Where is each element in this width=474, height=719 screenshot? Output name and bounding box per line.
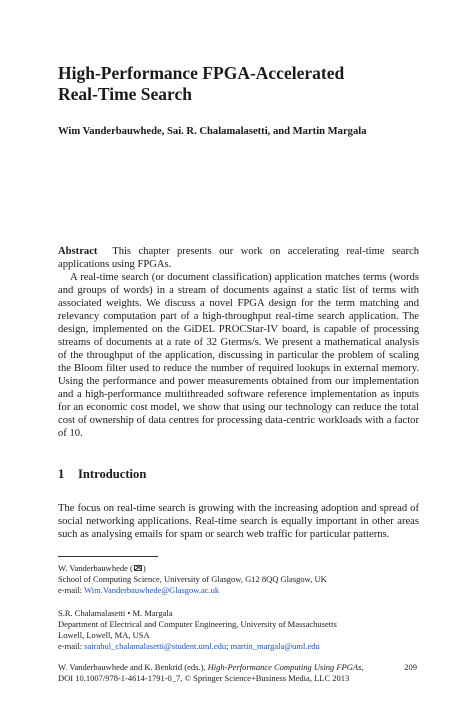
- footnote-author-2: [58, 608, 419, 652]
- page-footer: [58, 662, 419, 684]
- footnote-1-name: W. Vanderbauwhede: [58, 563, 128, 573]
- footnote-2-names: S.R. Chalamalasetti • M. Margala: [58, 608, 173, 618]
- chapter-title-line-1: High-Performance FPGA-Accelerated: [58, 63, 345, 83]
- footnote-1-email-label: e-mail:: [58, 585, 85, 595]
- footnote-2-email-separator: ;: [226, 641, 231, 651]
- author-list: Wim Vanderbauwhede, Sai. R. Chalamalasetti, and Martin Margala: [58, 126, 367, 137]
- abstract-block: [58, 245, 419, 440]
- footnote-1-email-link[interactable]: Wim.Vanderbauwhede@Glasgow.ac.uk: [84, 585, 220, 595]
- footnote-2-email-link-2[interactable]: martin_margala@uml.edu: [230, 641, 320, 651]
- section-number: 1: [58, 467, 65, 481]
- footnote-2-email-link-1[interactable]: sairahul_chalamalasetti@student.uml.edu: [84, 641, 227, 651]
- page-number: 209: [404, 662, 417, 672]
- footnote-1-name-suffix: ): [142, 563, 146, 573]
- abstract-label: Abstract: [58, 246, 98, 257]
- page-footer-comma: ,: [361, 662, 364, 672]
- abstract-paragraph-2: A real-time search (or document classification) application matches terms (words and groups of words) in a stream of documents against a static list of terms with associated weights. We discuss a novel FPGA design for the term matching and relevancy computation part of a high-throughput real-time search application. The design, implemented on the GiDEL PROCStar-IV board, is capable of processing streams of documents at a rate of 32 Gterms/s. We present a mathematical analysis of the throughput of the application, discussing in particular the problem of scaling the Bloom filter used to reduce the number of required lookups in external memory. Using the performance and power measurements obtained from our implementation and a high-performance multithreaded software reference implementation as inputs for an economic cost model, we show that using our technology can reduce the total cost of ownership of data centres for processing data-centric workloads with a factor of 10.: [58, 272, 419, 439]
- envelope-icon: [134, 565, 142, 571]
- abstract-paragraph-1: [58, 245, 419, 271]
- footnote-2-department: Department of Electrical and Computer Engineering, University of Massachusetts: [58, 619, 337, 629]
- section-heading-introduction: [58, 466, 146, 482]
- chapter-title: [58, 63, 438, 105]
- footnote-2-email-line: [58, 641, 419, 652]
- page-footer-book-title: High-Performance Computing Using FPGAs: [207, 662, 362, 672]
- footnote-divider: [58, 556, 158, 557]
- footnote-1-affiliation: School of Computing Science, University of Glasgow, G12 8QQ Glasgow, UK: [58, 574, 327, 584]
- introduction-paragraph: The focus on real-time search is growing with the increasing adoption and spread of social networking applications. Real-time search is equally important in other areas such as analysing emails for spam or search web traffic for particular patterns.: [58, 503, 419, 540]
- abstract-text-1: This chapter presents our work on accelerating real-time search applications using FPGAs.: [58, 246, 420, 270]
- page-footer-editors: W. Vanderbauwhede and K. Benkrid (eds.),: [58, 662, 208, 672]
- chapter-title-line-2: Real-Time Search: [58, 84, 192, 104]
- section-title: Introduction: [78, 467, 147, 481]
- footnote-2-email-label: e-mail:: [58, 641, 85, 651]
- footnote-1-name-line: W. Vanderbauwhede ( ): [58, 563, 146, 573]
- page-footer-doi-line: DOI 10.1007/978-1-4614-1791-0_7, © Springer Science+Business Media, LLC 2013: [58, 673, 350, 683]
- footnote-author-1: [58, 563, 419, 596]
- footnote-2-city: Lowell, Lowell, MA, USA: [58, 630, 150, 640]
- footnote-1-email-line: [58, 585, 419, 596]
- page-footer-line-1: [58, 662, 419, 673]
